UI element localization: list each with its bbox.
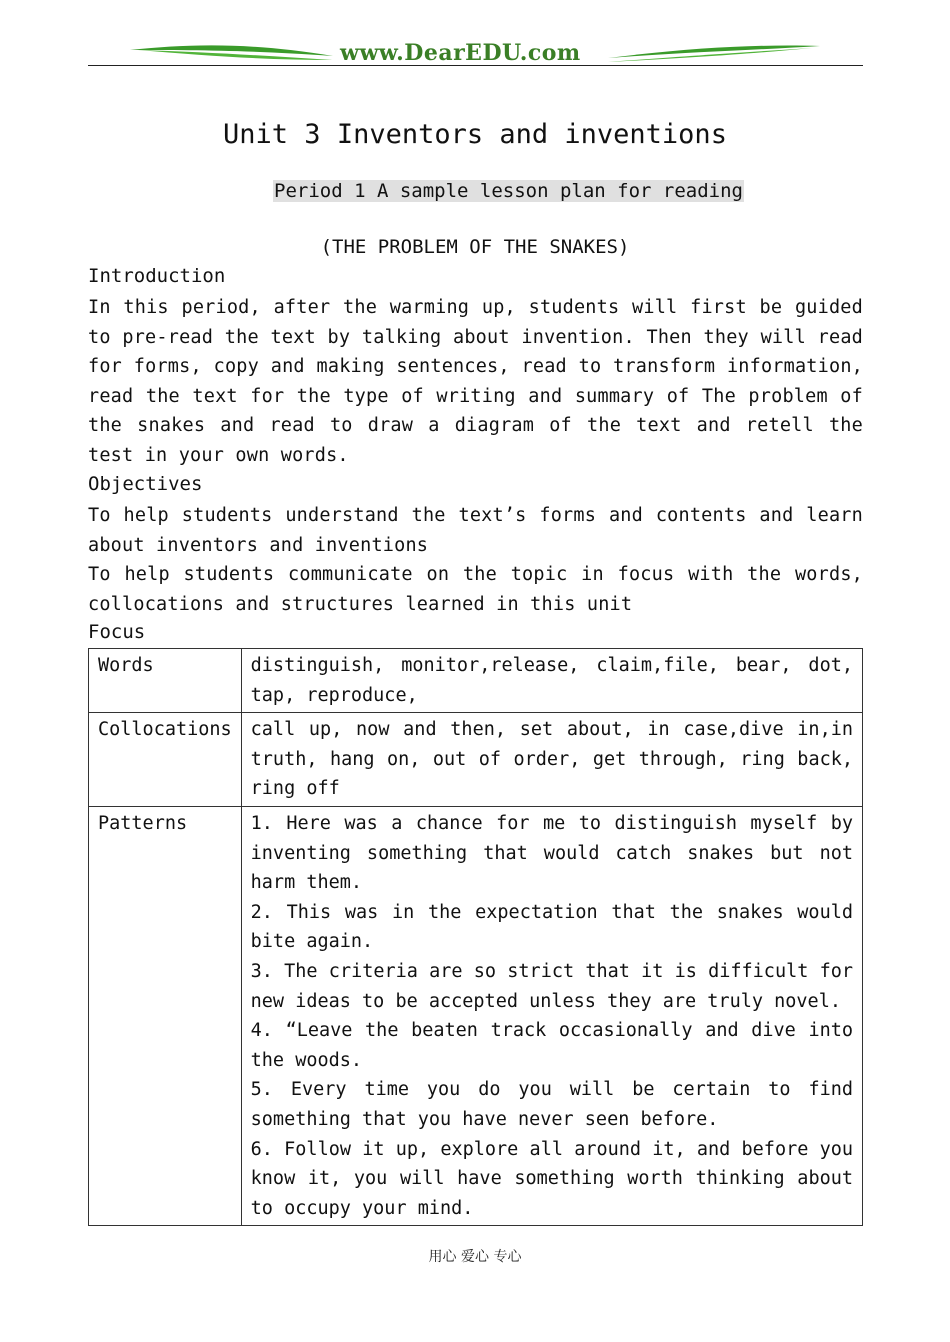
words-cell: distinguish, monitor,release, claim,file, bear, dot, tap, reproduce, <box>241 649 862 713</box>
right-leaf-swoosh <box>608 46 820 59</box>
page-title: Unit 3 Inventors and inventions <box>223 119 727 150</box>
objective-item: To help students understand the text’s forms and contents and learn about inventors and inventions <box>88 505 863 556</box>
left-leaf-swoosh-lower <box>138 50 333 60</box>
page-subtitle: Period 1 A sample lesson plan for reading <box>274 180 743 202</box>
site-logo-text: www.DearEDU.com <box>340 40 581 66</box>
collocations-cell: call up, now and then, set about, in case,dive in,in truth, hang on, out of order, get through, ring back, ring off <box>241 713 862 807</box>
text-subheading: (THE PROBLEM OF THE SNAKES) <box>320 236 630 258</box>
words-label: Words <box>89 649 242 713</box>
pattern-item: 4. “Leave the beaten track occasionally and dive into the woods. <box>250 1020 853 1071</box>
focus-table <box>88 648 863 1226</box>
pattern-item: 5. Every time you do you will be certain to find something that you have never seen before. <box>250 1079 853 1130</box>
pattern-item: 2. This was in the expectation that the snakes would bite again. <box>250 901 853 953</box>
collocations-label: Collocations <box>89 713 242 807</box>
table-row <box>89 806 863 1225</box>
pattern-item: 1. Here was a chance for me to distinguish myself by inventing something that would catch snakes but not harm them. <box>250 812 853 894</box>
patterns-label: Patterns <box>89 806 242 1225</box>
pattern-item: 6. Follow it up, explore all around it, and before you know it, you will have something worth thinking about to occupy your mind. <box>250 1138 853 1219</box>
pattern-item: 3. The criteria are so strict that it is difficult for new ideas to be accepted unless they are truly novel. <box>250 960 853 1012</box>
objectives-label: Objectives <box>88 473 203 495</box>
header-rule <box>88 65 863 66</box>
patterns-cell <box>241 806 862 1225</box>
introduction-text: In this period, after the warming up, students will first be guided to pre-read the text by talking about invention. Then they will read for forms, copy and making sentences, read to transform information, read the text for the type of writing and summary of The problem of the snakes and read to draw a diagram of the text and retell the test in your own words. <box>88 297 863 466</box>
introduction-label: Introduction <box>88 265 226 287</box>
objective-item: To help students communicate on the topic in focus with the words, collocations and structures learned in this unit <box>88 564 863 615</box>
table-row <box>89 713 863 807</box>
focus-label: Focus <box>88 621 146 643</box>
page-footer: 用心 爱心 专心 <box>428 1249 522 1265</box>
table-row <box>89 649 863 713</box>
